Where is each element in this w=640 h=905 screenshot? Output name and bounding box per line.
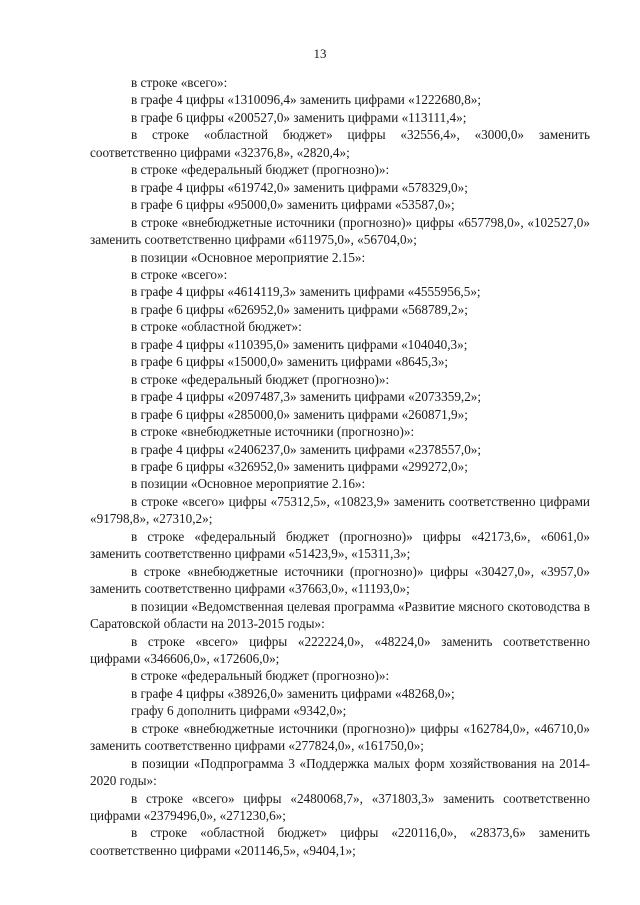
paragraph: в графе 4 цифры «110395,0» заменить цифрами «104040,3»; — [131, 336, 468, 352]
paragraph: графу 6 дополнить цифрами «9342,0»; — [131, 703, 347, 719]
paragraph: в графе 6 цифры «200527,0» заменить цифрами «113111,4»; — [131, 109, 467, 125]
paragraph: в строке «всего» цифры «75312,5», «10823,9» заменить соответственно цифрами «91798,8», «27310,2»; — [90, 493, 590, 527]
paragraph: в графе 6 цифры «626952,0» заменить цифрами «568789,2»; — [131, 301, 468, 317]
paragraph: в позиции «Основное мероприятие 2.15»: — [131, 249, 366, 265]
document-body — [90, 74, 590, 859]
paragraph: в строке «федеральный бюджет (прогнозно)»: — [131, 162, 390, 178]
paragraph: в строке «федеральный бюджет (прогнозно)»: — [131, 668, 390, 684]
paragraph: в строке «федеральный бюджет (прогнозно)» цифры «42173,6», «6061,0» заменить соответственно цифрами «51423,9», «15311,3»; — [90, 528, 590, 562]
paragraph: в графе 4 цифры «4614119,3» заменить цифрами «4555956,5»; — [131, 284, 481, 300]
page-number: 13 — [313, 46, 327, 61]
paragraph: в графе 6 цифры «15000,0» заменить цифрами «8645,3»; — [131, 354, 449, 370]
paragraph: в строке «всего»: — [131, 266, 228, 282]
paragraph: в строке «внебюджетные источники (прогнозно)» цифры «657798,0», «102527,0» заменить соответственно цифрами «611975,0», «56704,0»; — [90, 214, 590, 248]
paragraph: в позиции «Ведомственная целевая программа «Развитие мясного скотоводства в Саратовской области на 2013-2015 годы»: — [90, 598, 590, 632]
paragraph: в графе 6 цифры «95000,0» заменить цифрами «53587,0»; — [131, 197, 455, 213]
paragraph: в строке «всего»: — [131, 75, 228, 90]
paragraph: в позиции «Основное мероприятие 2.16»: — [131, 476, 366, 492]
paragraph: в графе 6 цифры «285000,0» заменить цифрами «260871,9»; — [131, 406, 468, 422]
paragraph: в графе 4 цифры «2097487,3» заменить цифрами «2073359,2»; — [131, 389, 482, 405]
paragraph: в графе 4 цифры «1310096,4» заменить цифрами «1222680,8»; — [131, 92, 482, 108]
paragraph: в графе 4 цифры «2406237,0» заменить цифрами «2378557,0»; — [131, 441, 482, 457]
paragraph: в строке «всего» цифры «2480068,7», «371803,3» заменить соответственно цифрами «2379496,0», «271230,6»; — [90, 790, 590, 824]
paragraph: в графе 4 цифры «619742,0» заменить цифрами «578329,0»; — [131, 179, 468, 195]
paragraph: в позиции «Подпрограмма 3 «Поддержка малых форм хозяйствования на 2014-2020 годы»: — [90, 755, 590, 789]
paragraph: в строке «областной бюджет»: — [131, 319, 302, 335]
paragraph: в строке «внебюджетные источники (прогнозно)» цифры «162784,0», «46710,0» заменить соответственно цифрами «277824,0», «161750,0»; — [90, 720, 590, 754]
paragraph: в строке «внебюджетные источники (прогнозно)» цифры «30427,0», «3957,0» заменить соответственно цифрами «37663,0», «11193,0»; — [90, 563, 590, 597]
paragraph: в строке «федеральный бюджет (прогнозно)»: — [131, 371, 390, 387]
paragraph: в строке «областной бюджет» цифры «32556,4», «3000,0» заменить соответственно цифрами «32376,8», «2820,4»; — [90, 127, 590, 160]
paragraph: в графе 4 цифры «38926,0» заменить цифрами «48268,0»; — [131, 685, 455, 701]
paragraph: в строке «областной бюджет» цифры «220116,0», «28373,6» заменить соответственно цифрами «201146,5», «9404,1»; — [90, 825, 590, 858]
paragraph: в строке «внебюджетные источники (прогнозно)»: — [131, 424, 415, 440]
paragraph: в графе 6 цифры «326952,0» заменить цифрами «299272,0»; — [131, 458, 468, 474]
paragraph: в строке «всего» цифры «222224,0», «48224,0» заменить соответственно цифрами «346606,0», «172606,0»; — [90, 633, 590, 666]
